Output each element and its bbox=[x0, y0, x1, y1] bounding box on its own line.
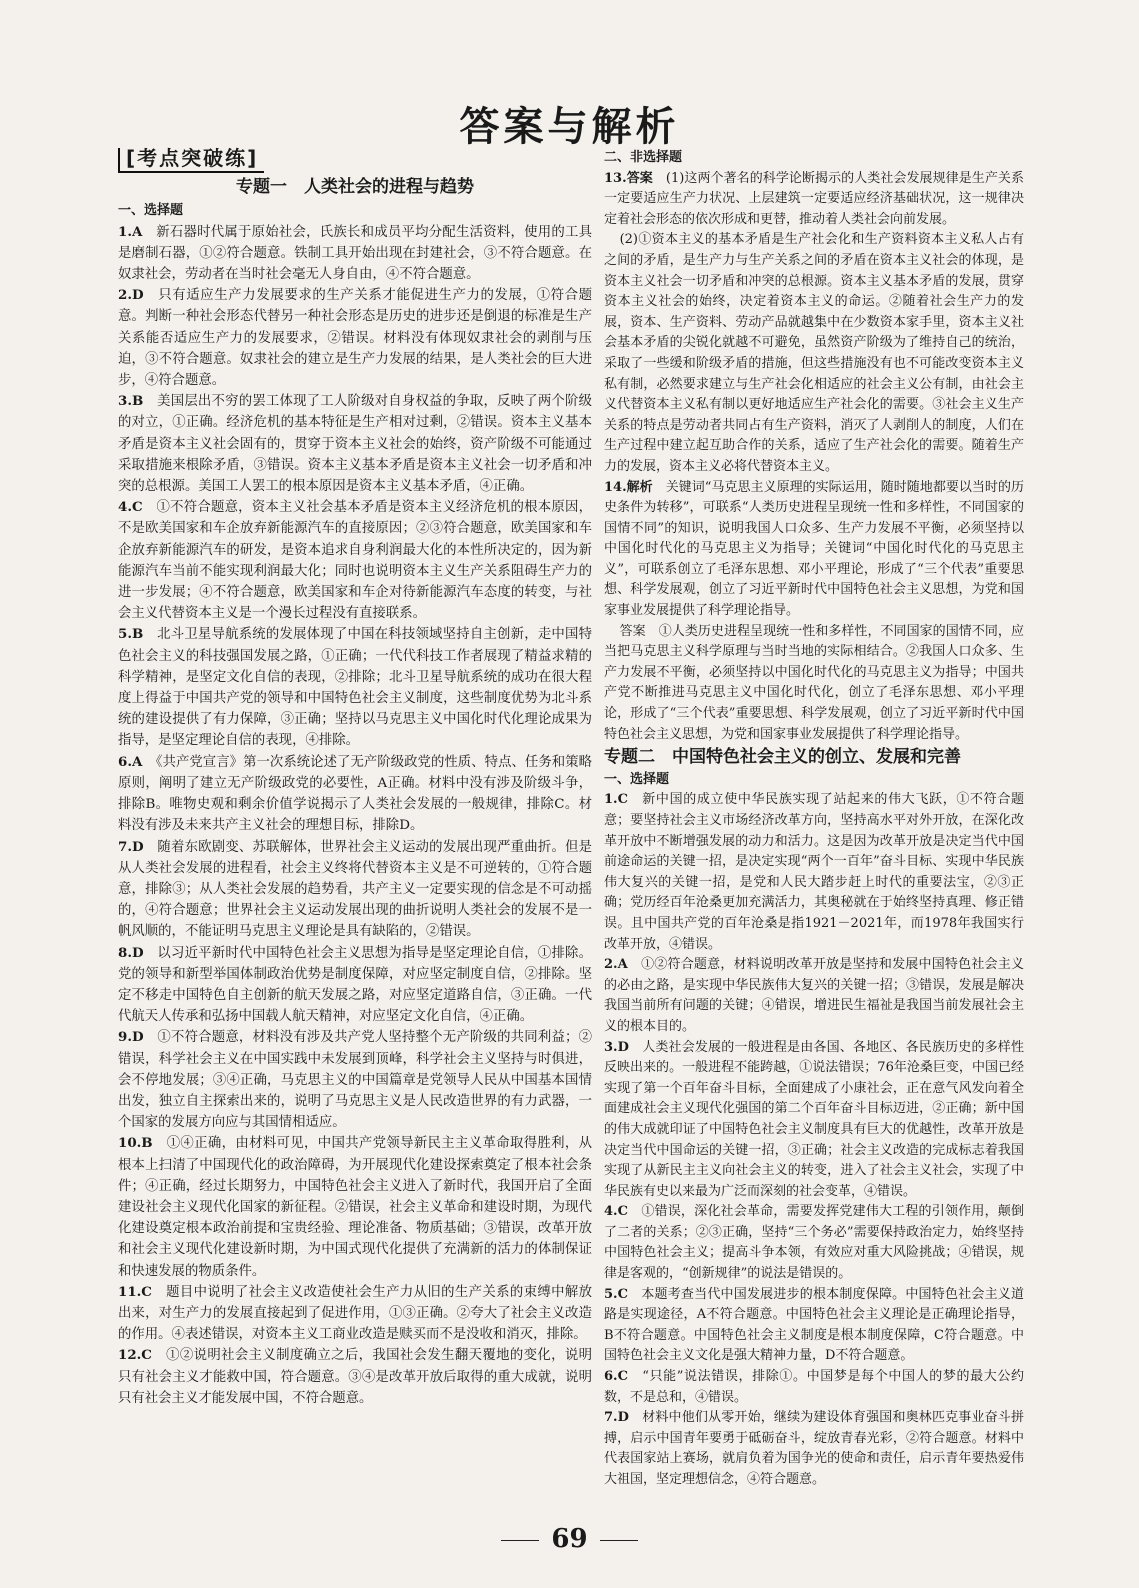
page-title: 答案与解析 bbox=[459, 104, 680, 150]
topic1-item-number: 6.A bbox=[118, 753, 143, 770]
topic1-item-text: 北斗卫星导航系统的发展体现了中国在科技领域坚持自主创新，走中国特色社会主义的科技强国发展之路，①正确；一代代科技工作者展现了精益求精的科学精神，是坚定文化自信的表现，②排除；北斗卫星导航系统的成功在很大程度上得益于中国共产党的领导和中国特色社会主义制度，这些制度优势为北斗系统的建设提供了有力保障，③正确；坚持以马克思主义中国化时代化理论成果为指导，是坚定理论自信的表现，④排除。 bbox=[118, 627, 593, 749]
page-footer bbox=[0, 1524, 1139, 1554]
topic2-choice-list bbox=[604, 790, 1024, 1490]
q13-label: 答案 bbox=[626, 170, 653, 186]
topic1-item-number: 11.C bbox=[118, 1283, 152, 1300]
topic1-item bbox=[118, 1133, 592, 1281]
q13-answer bbox=[604, 169, 1024, 231]
topic1-item bbox=[118, 1345, 592, 1409]
topic1-item-text: 《共产党宣言》第一次系统论述了无产阶级政党的性质、特点、任务和策略原则，阐明了建立无产阶级政党的必要性，A正确。材料中没有涉及阶级斗争，排除B。唯物史观和剩余价值学说揭示了人类社会发展的一般规律，排除C。材料没有涉及未来共产主义社会的理想目标，排除D。 bbox=[118, 754, 592, 834]
topic2-item-number: 2.A bbox=[604, 957, 628, 973]
topic2-item-text: 材料中他们从零开始，继续为建设体育强国和奥林匹克事业奋斗拼搏，启示中国青年要勇于砥砺奋斗，绽放青春光彩，②符合题意。材料中代表国家站上赛场，就肩负着为国争光的使命和责任，启示青年要热爱伟大祖国，坚定理想信念，④符合题意。 bbox=[604, 1410, 1024, 1487]
topic2-item bbox=[604, 955, 1024, 1037]
topic1-item-text: 题目中说明了社会主义改造使社会生产力从旧的生产关系的束缚中解放出来，对生产力的发展直接起到了促进作用，①③正确。②夸大了社会主义改造的作用。④表述错误，对资本主义工商业改造是赎买而不是没收和消灭，排除。 bbox=[118, 1284, 593, 1343]
topic2-item-text: ①错误，深化社会革命，需要发挥党建伟大工程的引领作用，颠倒了二者的关系；②③正确，坚持“三个务必”需要保持政治定力，始终坚持中国特色社会主义；提高斗争本领，有效应对重大风险挑战；④错误，规律是客观的，“创新规律”的说法是错误的。 bbox=[604, 1204, 1024, 1282]
topic1-item bbox=[118, 285, 592, 391]
topic2-item bbox=[604, 1285, 1024, 1367]
topic1-item-text: ①不符合题意，材料没有涉及共产党人坚持整个无产阶级的共同利益；②错误，科学社会主义在中国实践中未发展到顶峰，科学社会主义坚持与时俱进，会不停地发展；③④正确，马克思主义的中国篇章是党领导人民从中国基本国情出发，独立自主探索出来的，说明了马克思主义是人民改造世界的有力武器，一个国家的发展方向应与其国情相适应。 bbox=[118, 1030, 593, 1131]
topic2-item bbox=[604, 790, 1024, 955]
topic1-item bbox=[118, 624, 592, 751]
topic2-item bbox=[604, 1408, 1024, 1490]
topic2-item-text: 人类社会发展的一般进程是由各国、各地区、各民族历史的多样性反映出来的。一般进程不能跨越，①说法错误；76年沧桑巨变，中国已经实现了第一个百年奋斗目标，全面建成了小康社会，正在意气风发向着全面建成社会主义现代化强国的第二个百年奋斗目标迈进，②正确；新中国的伟大成就印证了中国特色社会主义制度具有巨大的优越性，改革开放是决定当代中国命运的关键一招，③正确；社会主义改造的完成标志着我国实现了从新民主主义向社会主义的转变，进入了社会主义社会，实现了中华民族有史以来最为广泛而深刻的社会变革，④错误。 bbox=[604, 1039, 1024, 1199]
q14-analysis-text: 关键词“马克思主义原理的实际运用，随时随地都要以当时的历史条件为转移”，可联系“人类历史进程呈现统一性和多样性，不同国家的国情不同”的知识，说明我国人口众多、生产力发展不平衡，必须坚持以中国化时代化的马克思主义为指导；关键词“中国化时代化的马克思主义”，可联系创立了毛泽东思想、邓小平理论，形成了“三个代表”重要思想、科学发展观，创立了习近平新时代中国特色社会主义思想，为党和国家事业发展提供了科学理论指导。 bbox=[604, 479, 1024, 619]
topic2-item-number: 6.C bbox=[604, 1369, 628, 1385]
topic2-item-number: 5.C bbox=[604, 1286, 628, 1302]
topic1-item-number: 1.A bbox=[118, 223, 143, 240]
topic1-item bbox=[118, 497, 592, 624]
topic1-item-number: 4.C bbox=[118, 499, 143, 516]
topic2-item bbox=[604, 1038, 1024, 1203]
topic2-item bbox=[604, 1202, 1024, 1284]
topic2-item-text: “只能”说法错误，排除①。中国梦是每个中国人的梦的最大公约数，不是总和，④错误。 bbox=[604, 1369, 1024, 1405]
topic1-item-text: ①④正确，由材料可见，中国共产党领导新民主主义革命取得胜利，从根本上扫清了中国现代化的政治障碍，为开展现代化建设探索奠定了根本社会条件；④正确，经过长期努力，中国特色社会主义进入了新时代，我国开启了全面建设社会主义现代化国家的新征程。②错误，社会主义革命和建设时期，为现代化建设奠定根本政治前提和宝贵经验、理论准备、物质基础；③错误，改革开放和社会主义现代化建设新时期，为中国式现代化提供了充满新的活力的体制保证和快速发展的物质条件。 bbox=[118, 1136, 593, 1279]
left-column bbox=[118, 148, 592, 1409]
q14-analysis bbox=[604, 478, 1024, 622]
topic2-item bbox=[604, 1367, 1024, 1408]
topic1-item bbox=[118, 1027, 592, 1133]
topic1-open-header: 二、非选择题 bbox=[604, 150, 683, 165]
topic1-item-text: 新石器时代属于原始社会，氏族长和成员平均分配生活资料，使用的工具是磨制石器，①②符合题意。铁制工具开始出现在封建社会，③不符合题意。在奴隶社会，劳动者在当时社会毫无人身自由，④不符合题意。 bbox=[118, 224, 592, 283]
topic2-item-text: 本题考查当代中国发展进步的根本制度保障。中国特色社会主义道路是实现途径，A不符合题意。中国特色社会主义理论是正确理论指导，B不符合题意。中国特色社会主义制度是根本制度保障，C符合题意。中国特色社会主义文化是强大精神力量，D不符合题意。 bbox=[604, 1286, 1024, 1364]
topic1-item-number: 7.D bbox=[118, 838, 144, 855]
q14-answer bbox=[604, 622, 1024, 746]
page-number: 69 bbox=[551, 1524, 588, 1554]
q13-part1: (1)这两个著名的科学论断揭示的人类社会发展规律是生产关系一定要适应生产力状况、上层建筑一定要适应经济基础状况，这一规律决定着社会形态的依次形成和更替，推动着人类社会向前发展。 bbox=[604, 170, 1024, 227]
q13-number: 13. bbox=[604, 170, 627, 186]
topic2-item-number: 7.D bbox=[604, 1410, 629, 1426]
q14-analysis-label: 解析 bbox=[626, 479, 653, 495]
topic1-item bbox=[118, 222, 592, 286]
topic2-item-text: 新中国的成立使中华民族实现了站起来的伟大飞跃，①不符合题意；要坚持社会主义市场经济改革方向，坚持高水平对外开放，在深化改革开放中不断增强发展的动力和活力。这是因为改革开放是决定当代中国前途命运的关键一招，是决定实现“两个一百年”奋斗目标、实现中华民族伟大复兴的关键一招，是党和人民大踏步赶上时代的重要法宝，②③正确；党历经百年沧桑更加充满活力，其奥秘就在于始终坚持真理、修正错误。且中国共产党的百年沧桑是指1921－2021年，而1978年我国实行改革开放，④错误。 bbox=[604, 792, 1024, 952]
q14-answer-text: ①人类历史进程呈现统一性和多样性，不同国家的国情不同，应当把马克思主义科学原理与当时当地的实际相结合。②我国人口众多、生产力发展不平衡，必须坚持以中国化时代化的马克思主义为指导；中国共产党不断推进马克思主义中国化时代化，创立了毛泽东思想、邓小平理论，形成了“三个代表”重要思想、科学发展观，创立了习近平新时代中国特色社会主义思想，为党和国家事业发展提供了科学理论指导。 bbox=[604, 623, 1024, 742]
topic2-item-text: ①②符合题意，材料说明改革开放是坚持和发展中国特色社会主义的必由之路，是实现中华民族伟大复兴的关键一招；③错误，发展是解决我国当前所有问题的关键；④错误，增进民生福祉是我国当前发展社会主义的根本目的。 bbox=[604, 957, 1024, 1034]
topic1-item bbox=[118, 1282, 592, 1346]
topic1-choice-list bbox=[118, 222, 592, 1409]
topic2-item-number: 1.C bbox=[604, 792, 628, 808]
topic1-item-text: 只有适应生产力发展要求的生产关系才能促进生产力的发展，①符合题意。判断一种社会形态代替另一种社会形态是历史的进步还是倒退的标准是生产关系能否适应生产力的发展要求，②错误。材料没有体现奴隶社会的剥削与压迫，③不符合题意。奴隶社会的建立是生产力发展的结果，是人类社会的巨大进步，④符合题意。 bbox=[118, 288, 593, 389]
right-column bbox=[604, 148, 1024, 1491]
footer-dash-left bbox=[501, 1540, 539, 1541]
topic1-choice-header: 一、选择题 bbox=[118, 203, 184, 219]
topic1-item bbox=[118, 391, 592, 497]
topic1-item-text: 美国层出不穷的罢工体现了工人阶级对自身权益的争取，反映了两个阶级的对立，①正确。经济危机的基本特征是生产相对过剩，②错误。资本主义基本矛盾是资本主义社会固有的，贯穿于资本主义社会的始终，资产阶级不可能通过采取措施来根除矛盾，③错误。资本主义基本矛盾是资本主义社会一切矛盾和冲突的总根源。美国工人罢工的根本原因是资本主义基本矛盾，④正确。 bbox=[118, 394, 593, 495]
section-badge: [考点突破练] bbox=[118, 148, 264, 173]
topic1-title: 专题一 人类社会的进程与趋势 bbox=[236, 177, 474, 198]
topic1-item bbox=[118, 943, 592, 1028]
topic1-item-number: 8.D bbox=[118, 944, 144, 961]
topic2-item-number: 3.D bbox=[604, 1039, 629, 1055]
topic1-item-number: 2.D bbox=[118, 287, 144, 304]
footer-dash-right bbox=[600, 1540, 638, 1541]
topic1-item-number: 10.B bbox=[118, 1135, 153, 1152]
topic1-item-number: 5.B bbox=[118, 626, 144, 643]
topic1-item-number: 3.B bbox=[118, 393, 144, 410]
topic2-title: 专题二 中国特色社会主义的创立、发展和完善 bbox=[604, 747, 961, 768]
q13-part2: (2)①资本主义的基本矛盾是生产社会化和生产资料资本主义私人占有之间的矛盾，是生产力与生产关系之间的矛盾在资本主义社会的体现，是资本主义社会一切矛盾和冲突的总根源。资本主义基本矛盾的发展，贯穿资本主义社会的始终，决定着资本主义的命运。②随着社会生产力的发展，资本、生产资料、劳动产品就越集中在少数资本家手里，资本主义社会基本矛盾的尖锐化就越不可避免，虽然资产阶级为了维持自己的统治，采取了一些缓和阶级矛盾的措施，但这些措施没有也不可能改变资本主义私有制，必然要求建立与生产社会化相适应的社会主义公有制，由社会主义代替资本主义私有制以更好地适应生产社会化的需要。③社会主义生产关系的特点是劳动者共同占有生产资料，消灭了人剥削人的制度，人们在生产过程中建立起互助合作的关系，适应了生产社会化的需要。随着生产力的发展，资本主义必将代替资本主义。 bbox=[604, 232, 1024, 474]
topic1-item-number: 12.C bbox=[118, 1347, 152, 1364]
q14-number: 14. bbox=[604, 479, 627, 495]
topic1-item-text: 随着东欧剧变、苏联解体，世界社会主义运动的发展出现严重曲折。但是从人类社会发展的进程看，社会主义终将代替资本主义是不可逆转的，①符合题意，排除③；从人类社会发展的趋势看，共产主义一定要实现的信念是不可动摇的，④符合题意；世界社会主义运动发展出现的曲折说明人类社会的发展不是一帆风顺的，不能证明马克思主义理论是具有缺陷的，②错误。 bbox=[118, 839, 593, 940]
topic1-item-text: ①②说明社会主义制度确立之后，我国社会发生翻天覆地的变化，说明只有社会主义才能救中国，符合题意。③④是改革开放后取得的重大成就，说明只有社会主义才能发展中国，不符合题意。 bbox=[118, 1348, 593, 1406]
q14-answer-label: 答案 bbox=[619, 623, 646, 639]
topic2-item-number: 4.C bbox=[604, 1204, 628, 1220]
topic1-item-text: 以习近平新时代中国特色社会主义思想为指导是坚定理论自信，①排除。党的领导和新型举国体制政治优势是制度保障，对应坚定制度自信，②排除。坚定不移走中国特色自主创新的航天发展之路，对应坚定道路自信，③正确。一代代航天人传承和弘扬中国载人航天精神，对应坚定文化自信，④正确。 bbox=[118, 945, 593, 1025]
topic1-item-number: 9.D bbox=[118, 1029, 144, 1046]
topic1-item-text: ①不符合题意，资本主义社会基本矛盾是资本主义经济危机的根本原因，不是欧美国家和车企放弃新能源汽车的直接原因；②③符合题意，欧美国家和车企放弃新能源汽车的研发，是资本追求自身利润最大化的本性所决定的，因为新能源汽车当前不能实现利润最大化；同时也说明资本主义生产关系阻碍生产力的进一步发展；④不符合题意，欧美国家和车企对待新能源汽车态度的转变，与社会主义代替资本主义是一个漫长过程没有直接联系。 bbox=[118, 500, 592, 622]
topic2-choice-header: 一、选择题 bbox=[604, 771, 670, 787]
topic1-item bbox=[118, 752, 592, 837]
topic1-item bbox=[118, 837, 592, 943]
